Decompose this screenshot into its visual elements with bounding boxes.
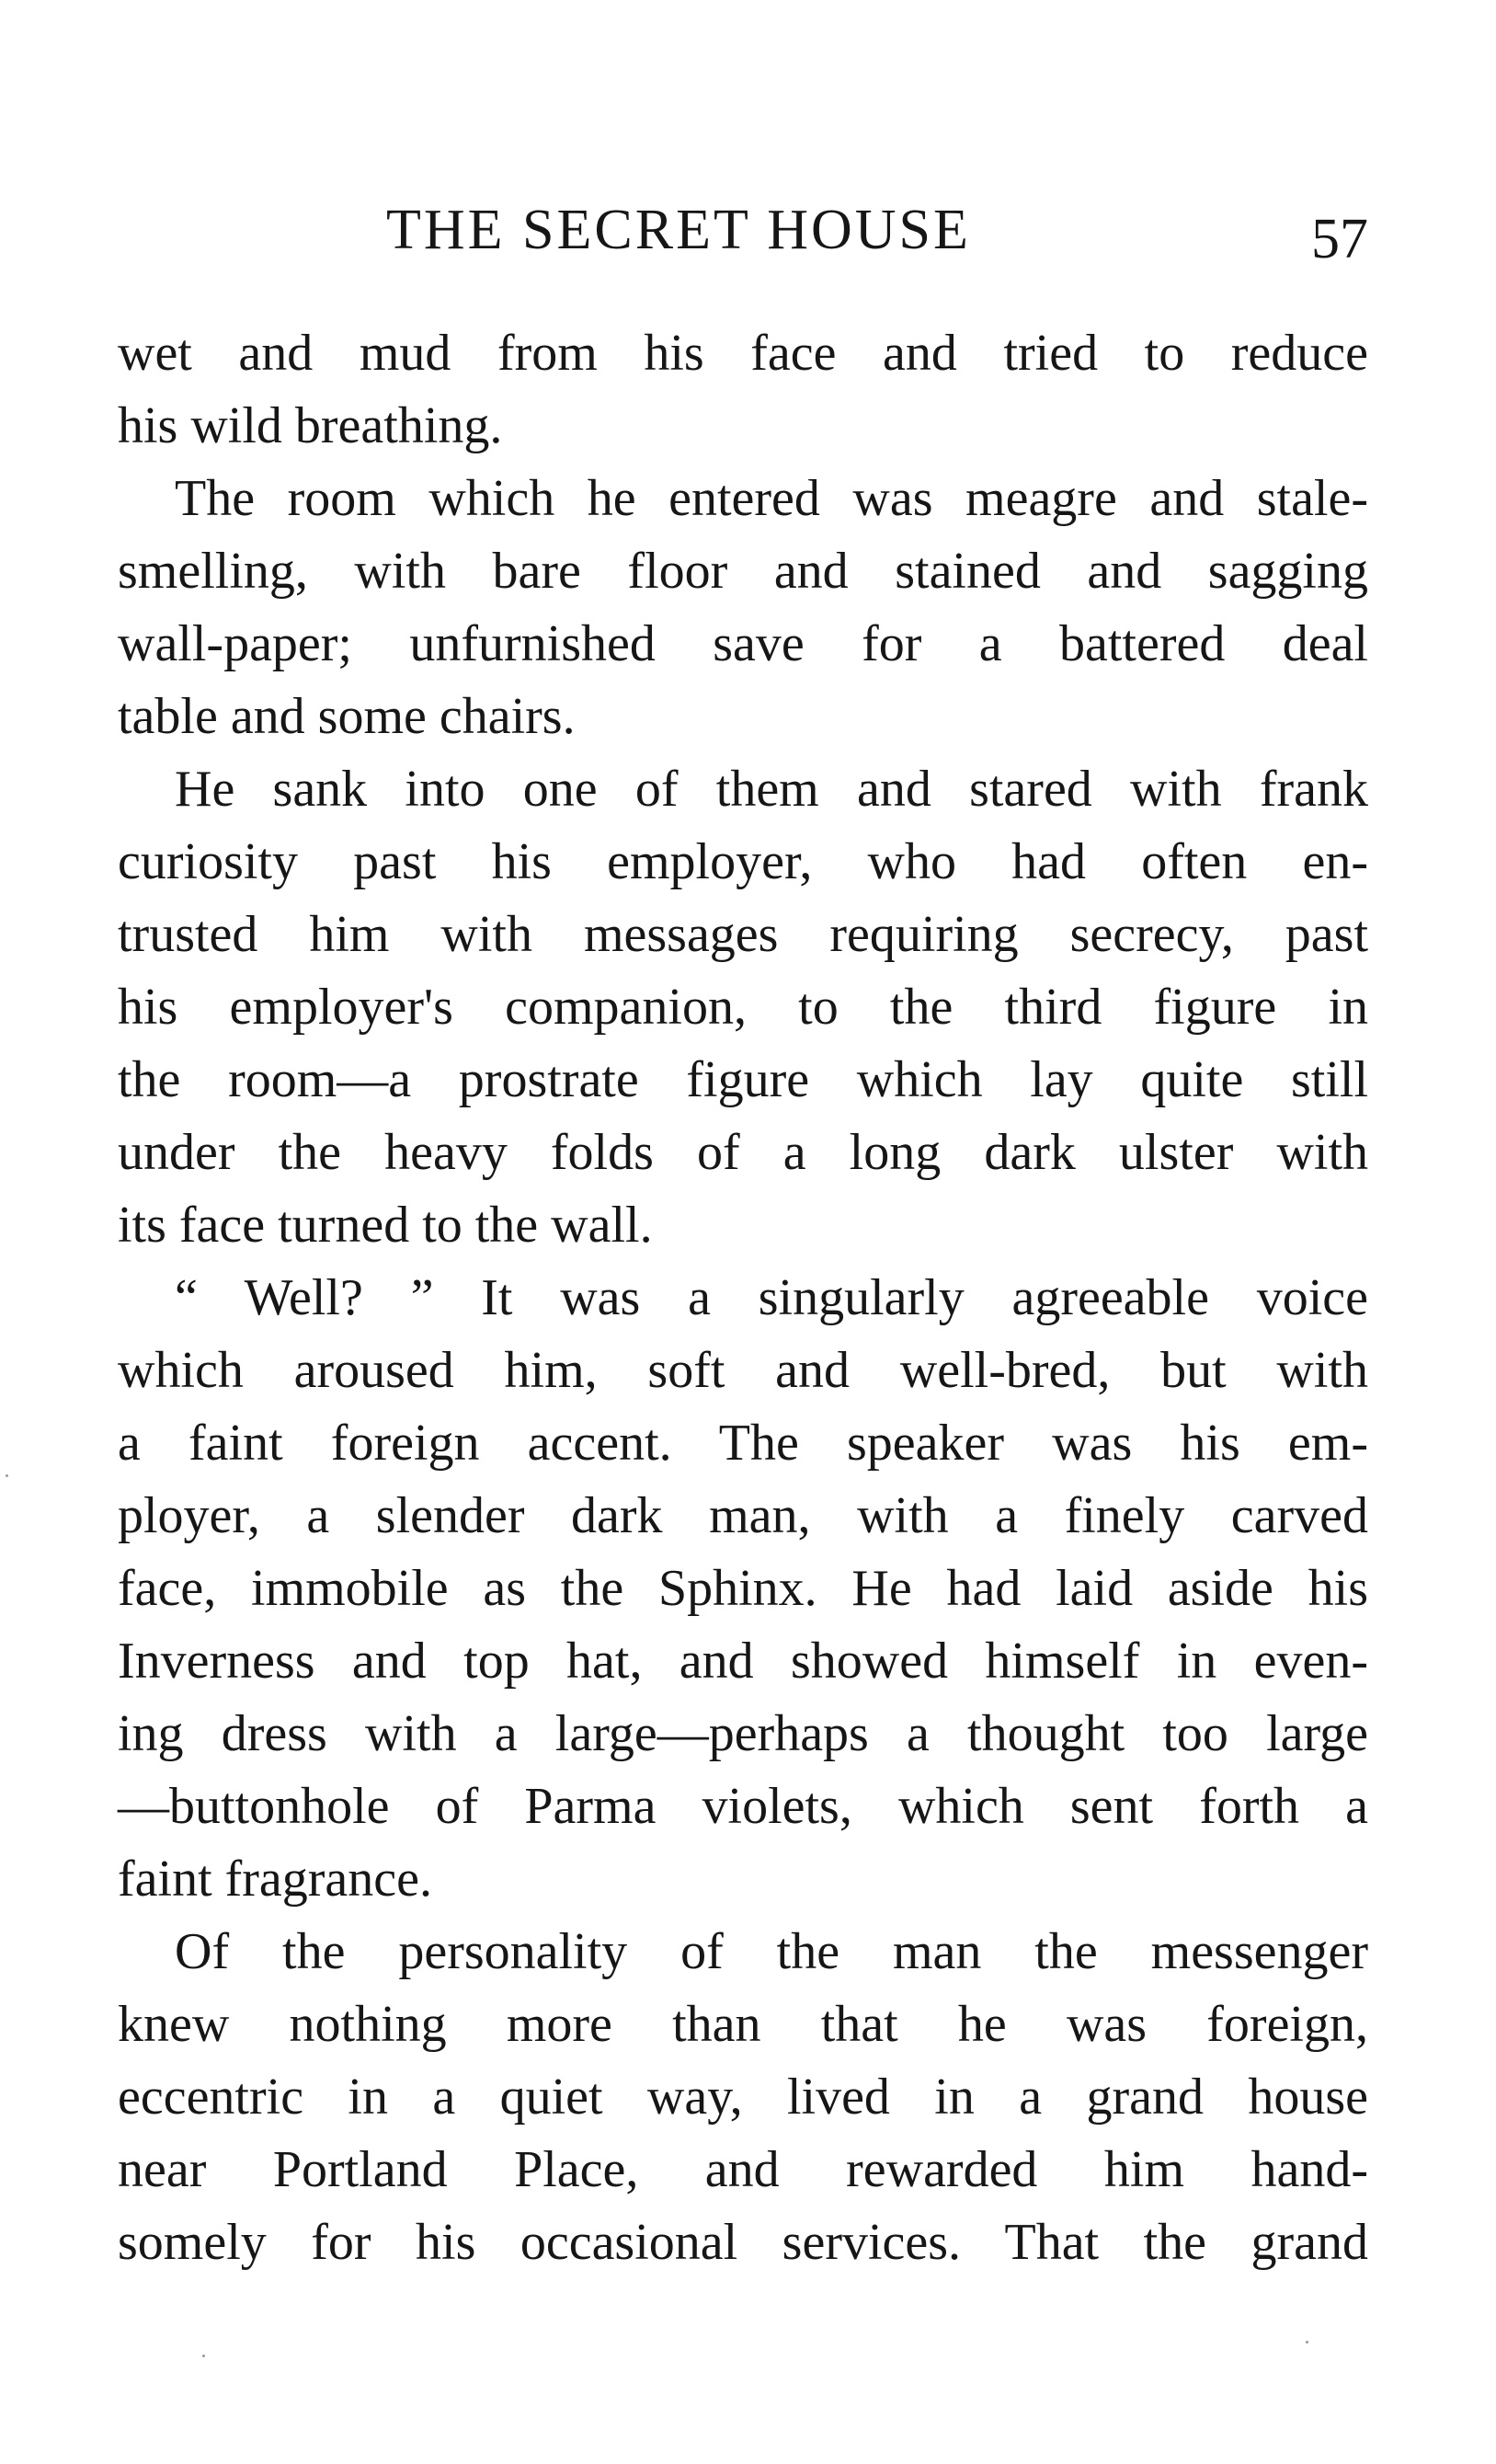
text-line: curiosity past his employer, who had often en- — [118, 833, 1368, 890]
text-line: the room—a prostrate figure which lay quite still — [118, 1051, 1368, 1108]
text-line: wall-paper; unfurnished save for a battered deal — [118, 615, 1368, 672]
running-title: THE SECRET HOUSE — [386, 199, 971, 261]
running-head — [118, 189, 1368, 271]
text-line: table and some chairs. — [118, 688, 576, 745]
text-line: a faint foreign accent. The speaker was his em- — [118, 1415, 1368, 1472]
text-line: eccentric in a quiet way, lived in a grand house — [118, 2069, 1368, 2126]
text-line: under the heavy folds of a long dark ulster with — [118, 1124, 1368, 1181]
body-text — [118, 317, 1368, 2279]
scan-speck — [6, 1474, 8, 1477]
text-line: near Portland Place, and rewarded him hand- — [118, 2141, 1368, 2198]
text-line: The room which he entered was meagre and stale- — [175, 470, 1368, 527]
text-line: trusted him with messages requiring secrecy, past — [118, 906, 1368, 963]
text-line: faint fragrance. — [118, 1851, 432, 1908]
page-number: 57 — [1311, 208, 1368, 270]
text-line: —buttonhole of Parma violets, which sent forth a — [118, 1778, 1368, 1835]
text-line: somely for his occasional services. That the grand — [118, 2214, 1368, 2271]
text-line: its face turned to the wall. — [118, 1197, 653, 1254]
text-line: “ Well? ” It was a singularly agreeable voice — [175, 1269, 1368, 1326]
text-line: Of the personality of the man the messenger — [175, 1923, 1368, 1980]
scan-speck — [1306, 2341, 1308, 2344]
text-line: his employer's companion, to the third figure in — [118, 979, 1368, 1036]
text-line: face, immobile as the Sphinx. He had laid aside his — [118, 1560, 1368, 1617]
text-line: ployer, a slender dark man, with a finely carved — [118, 1487, 1368, 1544]
scan-speck — [202, 2355, 205, 2357]
text-line: his wild breathing. — [118, 397, 503, 454]
text-line: Inverness and top hat, and showed himself in even- — [118, 1633, 1368, 1690]
text-line: wet and mud from his face and tried to reduce — [118, 325, 1368, 382]
text-line: knew nothing more than that he was foreign, — [118, 1996, 1368, 2053]
text-line: which aroused him, soft and well-bred, but with — [118, 1342, 1368, 1399]
text-line: He sank into one of them and stared with frank — [175, 761, 1368, 818]
text-line: smelling, with bare floor and stained and sagging — [118, 543, 1368, 600]
text-line: ing dress with a large—perhaps a thought too large — [118, 1705, 1368, 1762]
